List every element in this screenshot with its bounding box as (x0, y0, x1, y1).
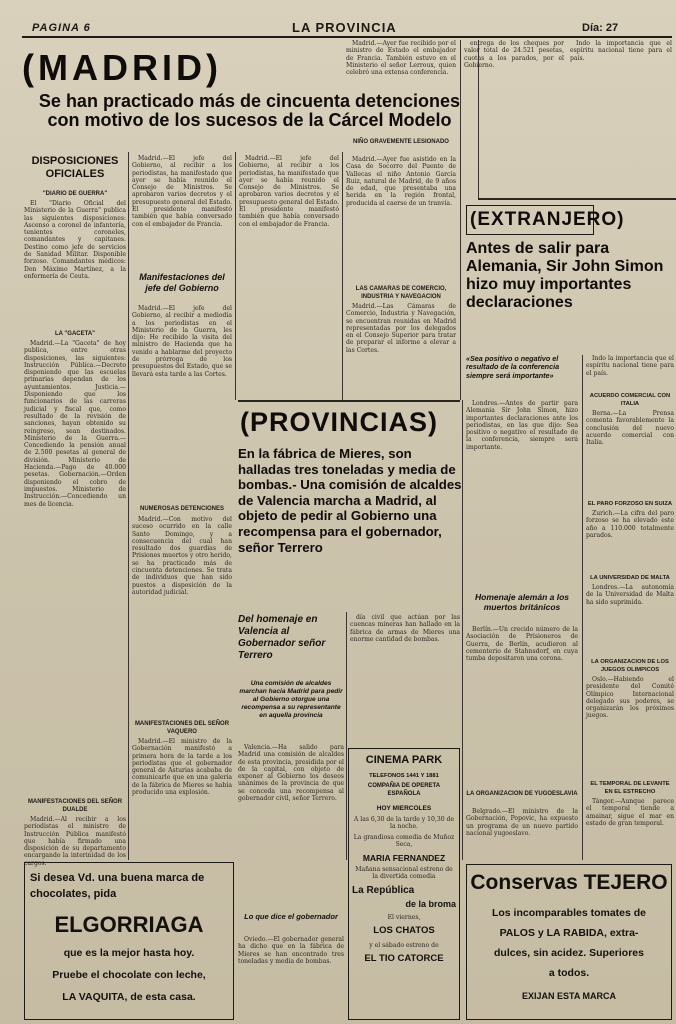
central-body-1 (132, 155, 232, 270)
manifestaciones-body (132, 305, 232, 500)
masthead (22, 20, 672, 38)
yugoeslavia-paragraph: Belgrado.—El ministro de la Gobernación, Popovic, ha expuesto un programa de un nuevo partido nacional yugoeslavo. (466, 808, 578, 837)
page-number: PAGINA 6 (32, 22, 91, 34)
vaquero-paragraph: Madrid.—El ministro de la Gobernación manifestó a primera hora de la tarde a los periodistas que el gobernador general de Asturias acababa de comunicarle que en una galería de la fábrica de Mieres se había producido una explosión. (132, 738, 232, 797)
cinema-line4: y el sábado estreno de (369, 942, 439, 949)
vaquero-body (132, 738, 232, 858)
paro-heading: EL PARO FORZOSO EN SUIZA (587, 501, 673, 507)
cinema-day: HOY MIERCOLES (376, 805, 432, 812)
cinema-times: A las 6,30 de la tarde y 10,30 de la noche. (353, 816, 455, 831)
paro-paragraph: Zurich.—La cifra del paro forzoso se ha elevado este año a 110.000 totalmente parados. (586, 510, 674, 539)
temporal-heading: EL TEMPORAL DE LEVANTE EN EL ESTRECHO (590, 781, 670, 795)
disposiciones-heading: DISPOSICIONES OFICIALES (31, 155, 119, 180)
col3-body (239, 155, 339, 400)
cinema-play1b: de la broma (405, 899, 456, 909)
issue-day: Día: 27 (582, 22, 619, 34)
elgorriaga-brand: ELGORRIAGA (54, 912, 204, 937)
cinema-star: MARIA FERNANDEZ (362, 853, 446, 863)
disposiciones-paragraph-1: El "Diario Oficial del Ministerio de la Guerra" publica las siguientes disposiciones: Ascenso a coronel de infantería, tenientes coroneles, comandantes y capitanes. Destino como jefe de servicios de Sanidad Militar. Disponible forzoso. Comandantes médicos: Don Máximo Martínez, a la enfermería de Ceuta. (24, 200, 126, 280)
nino-paragraph: Madrid.—Ayer fue asistido en la Casa de Socorro del Puente de Vallecas el niño Antonio García Ruiz, natural de Madrid, de 9 años de edad, que presentaba una herida en la región frontal, producida al caerse de un tranvía. (346, 156, 456, 207)
malta-body (586, 584, 674, 654)
tejero-line2: PALOS y LA RABIDA, extra- (499, 927, 639, 939)
nino-heading: NIÑO GRAVEMENTE LESIONADO (353, 139, 449, 145)
disposiciones-paragraph-3: Madrid.—Al recibir a los periodistas el ministro de Instrucción Pública manifestó que había firmado una disposición de su departamento encargando la interinidad de los cargos. (24, 816, 126, 867)
homenaje-valencia-heading: Del homenaje en Valencia al Gobernador señor Terrero (238, 614, 326, 661)
cinema-play1: La República (352, 885, 415, 896)
col3-paragraph: Madrid.—El jefe del Gobierno, al recibir a los periodistas, ha manifestado que ayer se había reunido el Consejo de Ministros. Se aprobaron varios decretos y el presupuesto general del Estado. El presidente manifestó también que había conversado con el embajador de Francia. (239, 155, 340, 228)
tejero-line3: dulces, sin acidez. Superiores (494, 947, 644, 959)
provincias-body-1 (238, 744, 344, 909)
cinema-play2: LOS CHATOS (373, 925, 435, 936)
central-paragraph-1: Madrid.—El jefe del Gobierno, al recibir a los periodistas, ha manifestado que ayer se había reunido el Consejo de Ministros. Se aprobaron varios decretos y el presupuesto general del Estado. El presidente manifestó también que había conversado con el embajador de Francia. (132, 155, 233, 228)
juegos-body (586, 676, 674, 776)
dualde-heading: MANIFESTACIONES DEL SEÑOR DUALDE (27, 799, 123, 813)
tejero-line1: Los incomparables tomates de (491, 907, 647, 919)
madrid-kicker: (MADRID) (22, 47, 222, 88)
right-body-1 (346, 40, 456, 135)
right-paragraph-1: Madrid.—Ayer fue recibido por el ministro de Estado el embajador de Francia. También estuvo en el Ministerio el señor Lerroux, quien celebró una extensa conferencia. (346, 40, 456, 77)
right-extra-body (464, 40, 564, 195)
juegos-paragraph: Oslo.—Habiendo el presidente del Comité Olímpico Internacional delegado sus poderes, se organizarán los próximos juegos. (586, 676, 674, 720)
provincias-body-2 (350, 614, 460, 744)
gobernador-paragraph: Oviedo.—El gobernador general ha dicho que en la fábrica de Mieres se han encontrado tres toneladas y media de bombas. (238, 936, 344, 965)
vaquero-heading: MANIFESTACIONES DEL SEÑOR VAQUERO (134, 721, 230, 735)
extranjero-body (466, 400, 578, 590)
yugoeslavia-body (466, 808, 578, 860)
acuerdo-heading: ACUERDO COMERCIAL CON ITALIA (589, 393, 671, 407)
detenciones-body (132, 516, 232, 716)
juegos-heading: LA ORGANIZACION DE LOS JUEGOS OLIMPICOS (591, 659, 669, 673)
temporal-paragraph: Tánger.—Aunque parece el temporal tiende a amainar, sigue el mar en estado de gran temporal. (586, 798, 674, 827)
disposiciones-body-3 (24, 816, 126, 867)
detenciones-heading: NUMEROSAS DETENCIONES (139, 506, 224, 512)
extranjero-kicker: (EXTRANJERO) (470, 209, 625, 230)
far-right-body-top (570, 40, 672, 195)
temporal-body (586, 798, 674, 860)
cinema-line3: El viernes, (387, 914, 421, 921)
nino-body (346, 156, 456, 281)
camaras-heading: LAS CAMARAS DE COMERCIO, INDUSTRIA Y NAVEGACION (355, 286, 447, 300)
gaceta-heading: LA "GACETA" (54, 331, 96, 337)
acuerdo-body (586, 410, 674, 498)
homenaje-heading: Homenaje alemán a los muertos británicos (474, 592, 569, 612)
extranjero-headline: Antes de salir para Alemania, Sir John Simon hizo muy importantes declaraciones (466, 240, 664, 311)
gobernador-body (238, 936, 344, 1020)
elgorriaga-line1: Si desea Vd. una buena marca de chocolates, pida (30, 872, 205, 900)
right-extra-paragraph: entrega de los cheques por valor total de 24.521 pesetas, cuotas a los parados, por el Gobierno. (464, 40, 564, 69)
disposiciones-body-1 (24, 200, 126, 328)
provincias-kicker: (PROVINCIAS) (240, 407, 439, 437)
homenaje-paragraph: Berlín.—Un crecido número de la Asociación de Prisioneros de Guerra, de Berlín, acudieron al cementerio de Stahnsdorf, en cuya tumba depositaron una corona. (466, 626, 578, 663)
disposiciones-body-2 (24, 340, 126, 795)
cinema-play3: EL TIO CATORCE (364, 953, 444, 964)
provincias-headline: En la fábrica de Mieres, son halladas tres toneladas y media de bombas.- Una comisión de alcaldes de Valencia marcha a Madrid, al objeto de pedir al Gobierno una recompensa para el gobernador, señor Terrero (238, 446, 462, 555)
extranjero-paragraph: Londres.—Antes de partir para Alemania Sir John Simon, hizo importantes declaraciones ante los periodistas, en las que dijo: Sea positivo o negativo el resultado de la conferencia, siempre será importante. (466, 400, 578, 451)
provincias-paragraph-2: día civil que actúan por las cuencas mineras han hallado en la fábrica de armas de Mieres una enorme cantidad de bombas. (350, 614, 460, 643)
tejero-line5: EXIJAN ESTA MARCA (521, 991, 616, 1001)
acuerdo-paragraph: Berna.—La Prensa comenta favorablemente la conclusión del nuevo acuerdo comercial con Italia. (586, 410, 674, 447)
tejero-line4: a todos. (548, 967, 590, 979)
camaras-body (346, 303, 456, 398)
cinema-heading: CINEMA PARK (365, 754, 443, 766)
newspaper-title: LA PROVINCIA (292, 20, 397, 35)
yugoeslavia-heading: LA ORGANIZACION DE YUGOESLAVIA (466, 791, 578, 797)
extranjero-sub: «Sea positivo o negativo el resultado de la conferencia siempre será importante» (466, 354, 560, 380)
elgorriaga-line4: LA VAQUITA, de esta casa. (62, 991, 196, 1003)
disposiciones-paragraph-2: Madrid.—La "Gaceta" de hoy publica, entre otras disposiciones, las siguientes: Instrucción Pública.—Decreto disponiendo que las escuelas primarias dependan de los ayuntamientos. Justicia.—Disponiendo que los funcionarios de las carreras judicial y fiscal que, como resultado de la revisión de sanciones, hayan obtenido su reingreso, sean destinados. Ministerio de la Guerra.—Concediendo la pensión anual de 2.500 pesetas al general de división. Ministerio de Hacienda.—Pago de 40.000 pesetas. Gobernación.—Orden disponiendo el cobro de impuestos. Ministerio de Instrucción.—Concediendo un mes de licencia. (24, 340, 126, 508)
diario-guerra-heading: "DIARIO DE GUERRA" (42, 191, 108, 197)
elgorriaga-line2: que es la mejor hasta hoy. (63, 947, 195, 959)
homenaje-body (466, 626, 578, 786)
gobernador-heading: Lo que dice el gobernador (244, 912, 338, 921)
cinema-line1: La grandiosa comedia de Muñoz Seca, (353, 834, 455, 849)
madrid-headline: Se han practicado más de cincuenta detenciones con motivo de los sucesos de la Cárcel Modelo (38, 91, 461, 130)
manifestaciones-paragraph: Madrid.—El jefe del Gobierno, al recibir a mediodía a los periodistas en el Ministerio de la Guerra, les dijo: He recibido la visita del ministro de Hacienda que ha venido a hablarme del proyecto de prórroga de los presupuestos del Estado, que se llevará esta tarde a las Cortes. (132, 305, 232, 378)
elgorriaga-line3: Pruebe el chocolate con leche, (52, 969, 206, 981)
cinema-company: COMPAÑIA DE OPERETA ESPAÑOLA (367, 783, 441, 797)
provincias-paragraph-1: Valencia.—Ha salido para Madrid una comisión de alcaldes de esta provincia, presidida por el de la capital, con objeto de exponer al Gobierno los deseos unánimes de la provincia de que se conceda una recompensa al gobernador civil, señor Terrero. (238, 744, 344, 803)
comision-alcaldes: Una comisión de alcaldes marchan hacia Madrid para pedir al Gobierno otorgue una recompensa a su representante en aquella provincia (239, 680, 343, 719)
camaras-paragraph: Madrid.—Las Cámaras de Comercio, Industria y Navegación, se encuentran reunidas en Madrid representadas por los delegados en el Consejo Superior para tratar de preparar el informe a elevar a las Cortes. (346, 303, 456, 354)
paro-body (586, 510, 674, 570)
detenciones-paragraph: Madrid.—Con motivo del suceso ocurrido en la calle Santo Domingo, y a consecuencia del cual han resultado dos guardias de Prisiones muertos y otro herido, se ha practicado más de cincuenta detenciones. Se trata de individuos que han sido puestos a disposición de la autoridad judicial. (132, 516, 232, 596)
malta-paragraph: Londres.—La autonomía de la Universidad de Malta ha sido suprimida. (586, 584, 674, 606)
cinema-line2: Mañana sensacional estreno de la divertida comedia (355, 866, 453, 881)
far-right-body-2 (586, 355, 674, 390)
malta-heading: LA UNIVERSIDAD DE MALTA (590, 575, 670, 581)
far-right-paragraph-top: Indo la importancia que el espíritu nacional tiene para el país. (570, 40, 672, 62)
tejero-brand: Conservas TEJERO (470, 871, 668, 894)
manifestaciones-heading: Manifestaciones del jefe del Gobierno (139, 272, 225, 293)
far-right-paragraph-2: Indo la importancia que el espíritu nacional tiene para el país. (586, 355, 674, 377)
cinema-phones: TELEFONOS 1441 Y 1881 (369, 773, 439, 779)
